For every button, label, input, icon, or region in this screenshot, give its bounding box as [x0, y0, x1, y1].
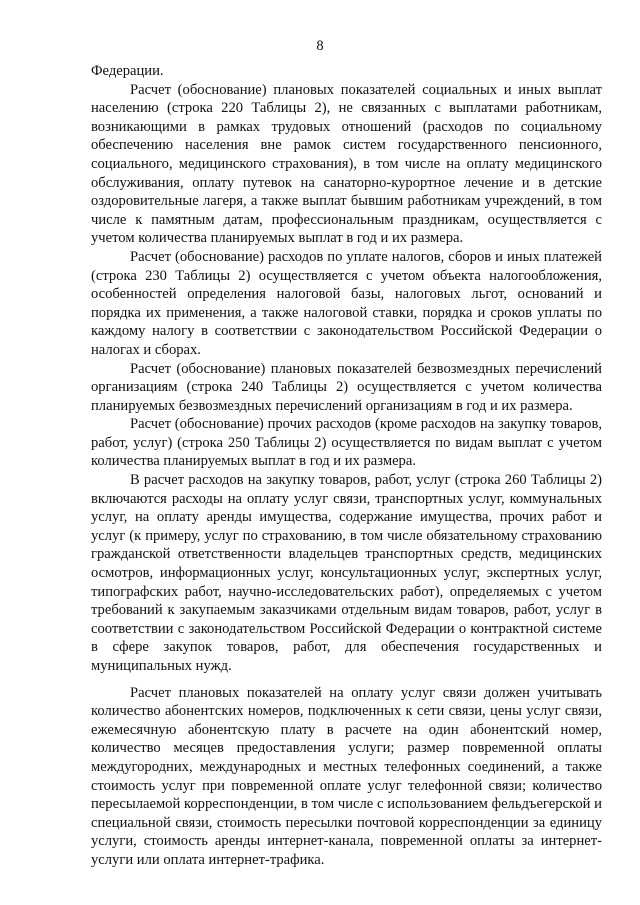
paragraph-procurement: В расчет расходов на закупку товаров, работ, услуг (строка 260 Таблицы 2) включаются расходы на оплату услуг связи, транспортных услуг, коммунальных услуг, на оплату аренды имущества, содержание имущества, прочих работ и услуг (к примеру, услуг по страхованию, в том числе обязательному страхованию гражданской ответственности владельцев транспортных средств, медицинских осмотров, информационных услуг, консультационных услуг, экспертных услуг, типографских работ, научно-исследовательских работ), определяемых с учетом требований к закупаемым заказчиками отдельным видам товаров, работ, услуг в соответствии с законодательством Российской Федерации о контрактной системе в сфере закупок товаров, работ, для обеспечения государственных и муниципальных нужд.	[91, 472, 602, 674]
paragraph-social-payments: Расчет (обоснование) плановых показателей социальных и иных выплат населению (строка 220 Таблицы 2), не связанных с выплатами работникам, возникающими в рамках трудовых отношений (расходов по социальному обеспечению населения вне рамок систем государственного пенсионного, социального, медицинского страхования), в том числе на оплату медицинского обслуживания, оплату путевок на санаторно-курортное лечение и в детские оздоровительные лагеря, а также выплат бывшим работникам учреждений, в том числе к памятным датам, профессиональным праздникам, осуществляется с учетом количества планируемых выплат в год и их размера.	[91, 81, 602, 247]
paragraph-continuation: Федерации.	[91, 63, 164, 79]
paragraph-taxes: Расчет (обоснование) расходов по уплате налогов, сборов и иных платежей (строка 230 Таблицы 2) осуществляется с учетом объекта налогообложения, особенностей определения налоговой базы, налоговых льгот, оснований и порядка их применения, а также налоговой ставки, порядка и сроков уплаты по каждому налогу в соответствии с законодательством Российской Федерации о налогах и сборах.	[91, 248, 602, 358]
page-number: 8	[316, 38, 324, 54]
paragraph-gratuitous-transfers: Расчет (обоснование) плановых показателей безвозмездных перечислений организациям (строка 240 Таблицы 2) осуществляется с учетом количества планируемых безвозмездных перечислений организациям в год и их размера.	[91, 360, 602, 414]
document-body	[91, 62, 602, 870]
paragraph-other-expenses: Расчет (обоснование) прочих расходов (кроме расходов на закупку товаров, работ, услуг) (строка 250 Таблицы 2) осуществляется по видам выплат с учетом количества планируемых выплат в год и их размера.	[91, 416, 602, 470]
paragraph-communication-services: Расчет плановых показателей на оплату услуг связи должен учитывать количество абонентских номеров, подключенных к сети связи, цены услуг связи, ежемесячную абонентскую плату в расчете на один абонентский номер, количество месяцев предоставления услуги; размер повременной оплаты междугородних, международных и местных телефонных соединений, а также стоимость услуг при повременной оплате услуг телефонной связи; количество пересылаемой корреспонденции, в том числе с использованием фельдъегерской и специальной связи, стоимость пересылки почтовой корреспонденции за единицу услуги, стоимость аренды интернет-канала, повременной оплаты за интернет-услуги или оплата интернет-трафика.	[91, 684, 602, 868]
